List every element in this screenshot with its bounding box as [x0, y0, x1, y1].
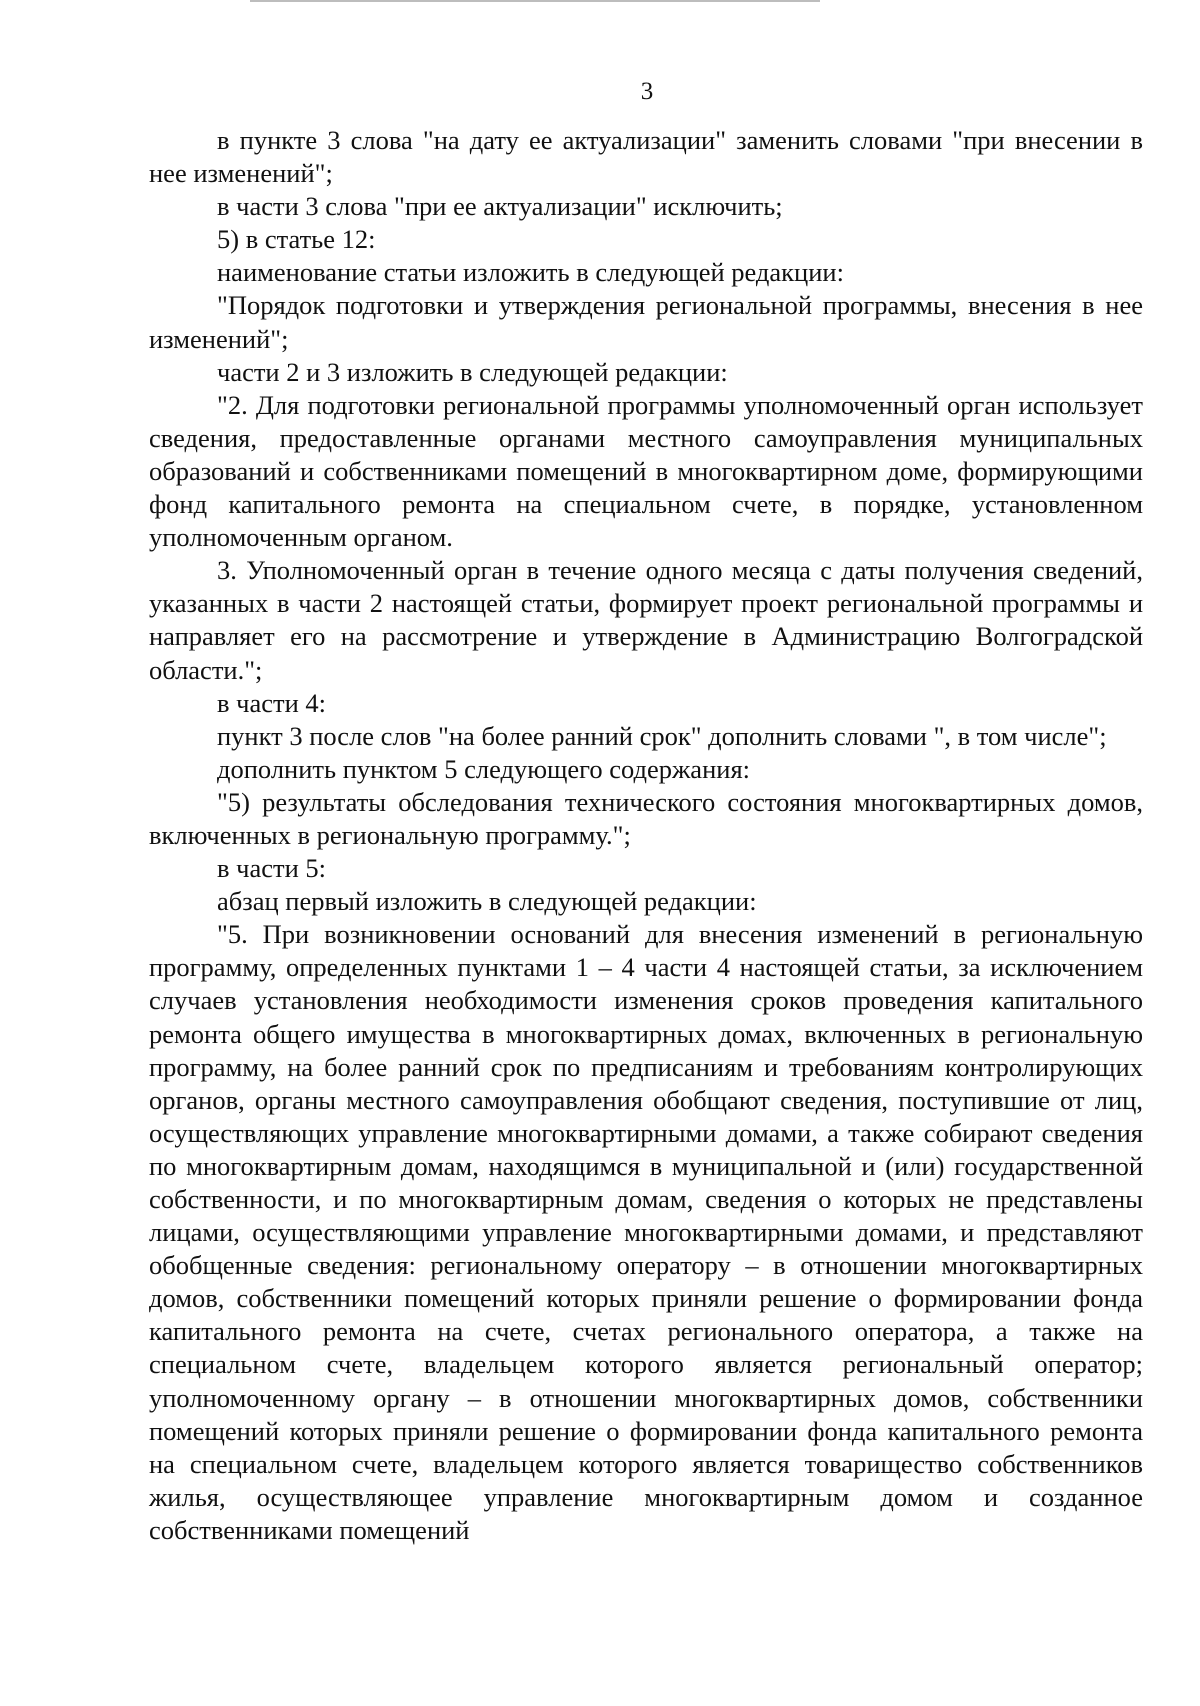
paragraph-6: части 2 и 3 изложить в следующей редакции: — [217, 356, 728, 387]
paragraph-4: наименование статьи изложить в следующей редакции: — [217, 257, 844, 288]
paragraph-15: "5. При возникновении оснований для внесения изменений в региональную программу, определенных пунктами 1 – 4 части 4 настоящей статьи, за исключением случаев установления необходимости изменения сроков проведения капитального ремонта общего имущества в многоквартирных домах, включенных в региональную программу, на более ранний срок по предписаниям и требованиям контролирующих органов, органы местного самоуправления обобщают сведения, поступившие от лиц, осуществляющих управление многоквартирными домами, а также собирают сведения по многоквартирным домам, находящимся в муниципальной и (или) государственной собственности, и по многоквартирным домам, сведения о которых не представлены лицами, осуществляющими управление многоквартирными домами, и представляют обобщенные сведения: региональному оператору – в отношении многоквартирных домов, собственники помещений которых приняли решение о формировании фонда капитального ремонта на счете, счетах регионального оператора, а также на специальном счете, владельцем которого является региональный оператор; уполномоченному органу – в отношении многоквартирных домов, собственники помещений которых приняли решение о формировании фонда капитального ремонта на специальном счете, владельцем которого является товарищество собственников жилья, осуществляющее управление многоквартирным домом и созданное собственниками помещений — [149, 919, 1143, 1545]
paragraph-11: дополнить пунктом 5 следующего содержания: — [217, 753, 750, 784]
page-number: 3 — [640, 78, 654, 105]
paragraph-2: в части 3 слова "при ее актуализации" исключить; — [217, 191, 783, 222]
paragraph-3: 5) в статье 12: — [217, 224, 376, 255]
paragraph-13: в части 5: — [217, 853, 326, 884]
scan-top-edge — [250, 0, 820, 2]
paragraph-8: 3. Уполномоченный орган в течение одного месяца с даты получения сведений, указанных в части 2 настоящей статьи, формирует проект региональной программы и направляет его на рассмотрение и утверждение в Администрацию Волгоградской области."; — [149, 555, 1143, 685]
paragraph-7: "2. Для подготовки региональной программы уполномоченный орган использует сведения, предоставленные органами местного самоуправления муниципальных образований и собственниками помещений в многоквартирном доме, формирующими фонд капитального ремонта на специальном счете, в порядке, установленном уполномоченным органом. — [149, 389, 1143, 553]
paragraph-12: "5) результаты обследования технического состояния многоквартирных домов, включенных в региональную программу."; — [149, 786, 1143, 850]
paragraph-5: "Порядок подготовки и утверждения региональной программы, внесения в нее изменений"; — [149, 290, 1143, 354]
paragraph-9: в части 4: — [217, 687, 326, 718]
paragraph-1: в пункте 3 слова "на дату ее актуализации" заменить словами "при внесении в нее изменений"; — [149, 125, 1143, 189]
paragraph-10: пункт 3 после слов "на более ранний срок" дополнить словами ", в том числе"; — [217, 720, 1107, 751]
document-body — [149, 124, 1143, 1547]
paragraph-14: абзац первый изложить в следующей редакции: — [217, 886, 757, 917]
